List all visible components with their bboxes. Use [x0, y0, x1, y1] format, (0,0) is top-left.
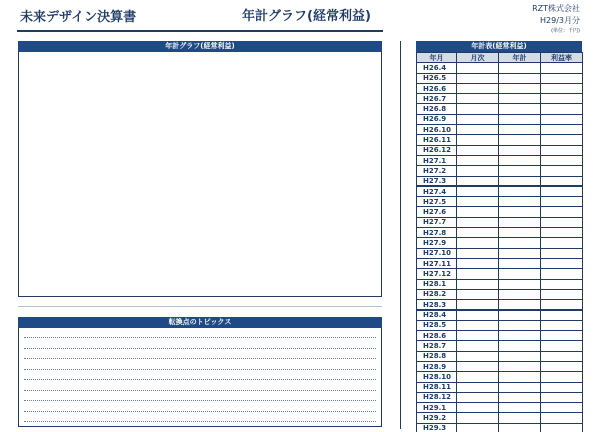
row-month-label: H28.6 — [417, 331, 457, 341]
monthly-cell[interactable] — [457, 207, 499, 217]
annual-cell[interactable] — [499, 279, 541, 289]
table-row — [417, 166, 583, 176]
margin-cell[interactable] — [541, 351, 583, 361]
margin-cell[interactable] — [541, 310, 583, 320]
monthly-cell[interactable] — [457, 104, 499, 114]
monthly-cell[interactable] — [457, 228, 499, 238]
table-row — [417, 197, 583, 207]
margin-cell[interactable] — [541, 382, 583, 392]
monthly-cell[interactable] — [457, 238, 499, 248]
margin-cell[interactable] — [541, 248, 583, 258]
monthly-cell[interactable] — [457, 248, 499, 258]
row-month-label: H27.9 — [417, 238, 457, 248]
margin-cell[interactable] — [541, 238, 583, 248]
annual-cell[interactable] — [499, 413, 541, 423]
monthly-cell[interactable] — [457, 114, 499, 124]
monthly-cell[interactable] — [457, 331, 499, 341]
topic-line[interactable] — [24, 421, 376, 422]
row-month-label: H27.1 — [417, 155, 457, 165]
vertical-divider — [400, 41, 401, 429]
table-row — [417, 176, 583, 186]
topic-line[interactable] — [24, 411, 376, 412]
margin-cell[interactable] — [541, 361, 583, 371]
annual-cell[interactable] — [499, 155, 541, 165]
row-month-label: H28.5 — [417, 320, 457, 330]
annual-cell[interactable] — [499, 83, 541, 93]
table-row — [417, 331, 583, 341]
margin-cell[interactable] — [541, 135, 583, 145]
margin-cell[interactable] — [541, 413, 583, 423]
margin-cell[interactable] — [541, 197, 583, 207]
annual-cell[interactable] — [499, 289, 541, 299]
annual-cell[interactable] — [499, 166, 541, 176]
monthly-cell[interactable] — [457, 63, 499, 73]
annual-cell[interactable] — [499, 300, 541, 310]
margin-cell[interactable] — [541, 403, 583, 413]
monthly-cell[interactable] — [457, 176, 499, 186]
header-rule — [17, 30, 383, 32]
row-month-label: H29.2 — [417, 413, 457, 423]
col-header-month: 年月 — [417, 53, 457, 63]
annual-cell[interactable] — [499, 310, 541, 320]
col-header-annual: 年計 — [499, 53, 541, 63]
monthly-cell[interactable] — [457, 197, 499, 207]
margin-cell[interactable] — [541, 94, 583, 104]
margin-cell[interactable] — [541, 269, 583, 279]
table-row — [417, 155, 583, 165]
row-month-label: H29.1 — [417, 403, 457, 413]
monthly-cell[interactable] — [457, 155, 499, 165]
table-row — [417, 238, 583, 248]
annual-cell[interactable] — [499, 238, 541, 248]
monthly-cell[interactable] — [457, 320, 499, 330]
annual-cell[interactable] — [499, 63, 541, 73]
monthly-cell[interactable] — [457, 73, 499, 83]
row-month-label: H26.8 — [417, 104, 457, 114]
margin-cell[interactable] — [541, 166, 583, 176]
margin-cell[interactable] — [541, 341, 583, 351]
margin-cell[interactable] — [541, 145, 583, 155]
margin-cell[interactable] — [541, 279, 583, 289]
annual-cell[interactable] — [499, 258, 541, 268]
monthly-cell[interactable] — [457, 145, 499, 155]
annual-table-panel — [416, 41, 582, 430]
table-row — [417, 145, 583, 155]
table-row — [417, 125, 583, 135]
row-month-label: H27.12 — [417, 269, 457, 279]
annual-cell[interactable] — [499, 197, 541, 207]
margin-cell[interactable] — [541, 83, 583, 93]
margin-cell[interactable] — [541, 258, 583, 268]
table-row — [417, 310, 583, 320]
monthly-cell[interactable] — [457, 413, 499, 423]
monthly-cell[interactable] — [457, 341, 499, 351]
table-row — [417, 83, 583, 93]
row-month-label: H28.9 — [417, 361, 457, 371]
annual-cell[interactable] — [499, 207, 541, 217]
topic-line[interactable] — [24, 369, 376, 370]
report-period: H29/3月分 — [540, 16, 580, 25]
document-title: 未来デザイン決算書 — [20, 10, 137, 25]
table-row — [417, 186, 583, 196]
row-month-label: H28.4 — [417, 310, 457, 320]
row-month-label: H26.7 — [417, 94, 457, 104]
annual-cell[interactable] — [499, 104, 541, 114]
row-month-label: H26.12 — [417, 145, 457, 155]
margin-cell[interactable] — [541, 320, 583, 330]
monthly-cell[interactable] — [457, 269, 499, 279]
margin-cell[interactable] — [541, 114, 583, 124]
table-row — [417, 423, 583, 432]
monthly-cell[interactable] — [457, 258, 499, 268]
row-month-label: H27.3 — [417, 176, 457, 186]
monthly-cell[interactable] — [457, 83, 499, 93]
annual-cell[interactable] — [499, 423, 541, 432]
topic-line[interactable] — [24, 390, 376, 391]
row-month-label: H27.4 — [417, 186, 457, 196]
margin-cell[interactable] — [541, 423, 583, 432]
company-name: RZT株式会社 — [532, 4, 580, 13]
annual-cell[interactable] — [499, 186, 541, 196]
row-month-label: H28.12 — [417, 392, 457, 402]
table-row — [417, 248, 583, 258]
monthly-cell[interactable] — [457, 372, 499, 382]
margin-cell[interactable] — [541, 372, 583, 382]
margin-cell[interactable] — [541, 63, 583, 73]
topic-line[interactable] — [24, 348, 376, 349]
table-row — [417, 361, 583, 371]
margin-cell[interactable] — [541, 125, 583, 135]
table-row — [417, 341, 583, 351]
margin-cell[interactable] — [541, 289, 583, 299]
margin-cell[interactable] — [541, 217, 583, 227]
table-row — [417, 279, 583, 289]
row-month-label: H28.2 — [417, 289, 457, 299]
annual-cell[interactable] — [499, 361, 541, 371]
annual-chart-panel — [18, 41, 382, 297]
table-row — [417, 382, 583, 392]
row-month-label: H26.11 — [417, 135, 457, 145]
table-row — [417, 217, 583, 227]
table-row — [417, 403, 583, 413]
table-row — [417, 289, 583, 299]
row-month-label: H27.8 — [417, 228, 457, 238]
margin-cell[interactable] — [541, 104, 583, 114]
margin-cell[interactable] — [541, 73, 583, 83]
page-title: 年計グラフ(経常利益) — [242, 9, 371, 24]
annual-cell[interactable] — [499, 145, 541, 155]
annual-cell[interactable] — [499, 403, 541, 413]
margin-cell[interactable] — [541, 331, 583, 341]
col-header-monthly: 月次 — [457, 53, 499, 63]
col-header-margin: 利益率 — [541, 53, 583, 63]
annual-cell[interactable] — [499, 176, 541, 186]
annual-cell[interactable] — [499, 351, 541, 361]
table-row — [417, 114, 583, 124]
table-row — [417, 392, 583, 402]
margin-cell[interactable] — [541, 228, 583, 238]
table-row — [417, 63, 583, 73]
table-row — [417, 207, 583, 217]
annual-cell[interactable] — [499, 125, 541, 135]
row-month-label: H27.10 — [417, 248, 457, 258]
monthly-cell[interactable] — [457, 186, 499, 196]
monthly-cell[interactable] — [457, 392, 499, 402]
row-month-label: H27.5 — [417, 197, 457, 207]
topic-line[interactable] — [24, 400, 376, 401]
table-row — [417, 351, 583, 361]
row-month-label: H27.6 — [417, 207, 457, 217]
row-month-label: H28.1 — [417, 279, 457, 289]
row-month-label: H27.11 — [417, 258, 457, 268]
topic-line[interactable] — [24, 358, 376, 359]
annual-cell[interactable] — [499, 135, 541, 145]
table-row — [417, 372, 583, 382]
monthly-cell[interactable] — [457, 135, 499, 145]
margin-cell[interactable] — [541, 392, 583, 402]
row-month-label: H27.7 — [417, 217, 457, 227]
annual-cell[interactable] — [499, 114, 541, 124]
chart-panel-title: 年計グラフ(経常利益) — [18, 41, 382, 52]
monthly-cell[interactable] — [457, 94, 499, 104]
margin-cell[interactable] — [541, 207, 583, 217]
monthly-cell[interactable] — [457, 300, 499, 310]
monthly-cell[interactable] — [457, 125, 499, 135]
margin-cell[interactable] — [541, 186, 583, 196]
annual-cell[interactable] — [499, 94, 541, 104]
margin-cell[interactable] — [541, 176, 583, 186]
row-month-label: H28.8 — [417, 351, 457, 361]
row-month-label: H28.10 — [417, 372, 457, 382]
table-row — [417, 228, 583, 238]
monthly-cell[interactable] — [457, 310, 499, 320]
monthly-cell[interactable] — [457, 289, 499, 299]
row-month-label: H26.10 — [417, 125, 457, 135]
row-month-label: H29.3 — [417, 423, 457, 432]
annual-cell[interactable] — [499, 392, 541, 402]
row-month-label: H26.9 — [417, 114, 457, 124]
annual-cell[interactable] — [499, 331, 541, 341]
table-row — [417, 135, 583, 145]
margin-cell[interactable] — [541, 155, 583, 165]
table-row — [417, 94, 583, 104]
section-divider — [18, 306, 382, 307]
turning-point-topics-panel — [18, 317, 382, 427]
monthly-cell[interactable] — [457, 361, 499, 371]
row-month-label: H28.7 — [417, 341, 457, 351]
table-row — [417, 269, 583, 279]
annual-cell[interactable] — [499, 73, 541, 83]
table-row — [417, 258, 583, 268]
row-month-label: H26.6 — [417, 83, 457, 93]
annual-cell[interactable] — [499, 382, 541, 392]
monthly-cell[interactable] — [457, 217, 499, 227]
annual-cell[interactable] — [499, 248, 541, 258]
annual-cell[interactable] — [499, 341, 541, 351]
table-row — [417, 73, 583, 83]
table-row — [417, 320, 583, 330]
monthly-cell[interactable] — [457, 382, 499, 392]
table-header-row — [417, 53, 583, 63]
monthly-cell[interactable] — [457, 351, 499, 361]
unit-label: (単位：千円) — [551, 28, 580, 34]
row-month-label: H28.11 — [417, 382, 457, 392]
row-month-label: H28.3 — [417, 300, 457, 310]
monthly-cell[interactable] — [457, 423, 499, 432]
topic-line[interactable] — [24, 379, 376, 380]
table-row — [417, 413, 583, 423]
row-month-label: H26.5 — [417, 73, 457, 83]
table-row — [417, 300, 583, 310]
topic-line[interactable] — [24, 337, 376, 338]
annual-cell[interactable] — [499, 228, 541, 238]
annual-cell[interactable] — [499, 217, 541, 227]
annual-table — [416, 52, 583, 432]
monthly-cell[interactable] — [457, 403, 499, 413]
topics-panel-title: 転換点のトピックス — [18, 317, 382, 328]
monthly-cell[interactable] — [457, 166, 499, 176]
margin-cell[interactable] — [541, 300, 583, 310]
table-row — [417, 104, 583, 114]
row-month-label: H26.4 — [417, 63, 457, 73]
annual-cell[interactable] — [499, 269, 541, 279]
table-panel-title: 年計表(経常利益) — [416, 41, 582, 52]
annual-cell[interactable] — [499, 372, 541, 382]
annual-cell[interactable] — [499, 320, 541, 330]
row-month-label: H27.2 — [417, 166, 457, 176]
monthly-cell[interactable] — [457, 279, 499, 289]
